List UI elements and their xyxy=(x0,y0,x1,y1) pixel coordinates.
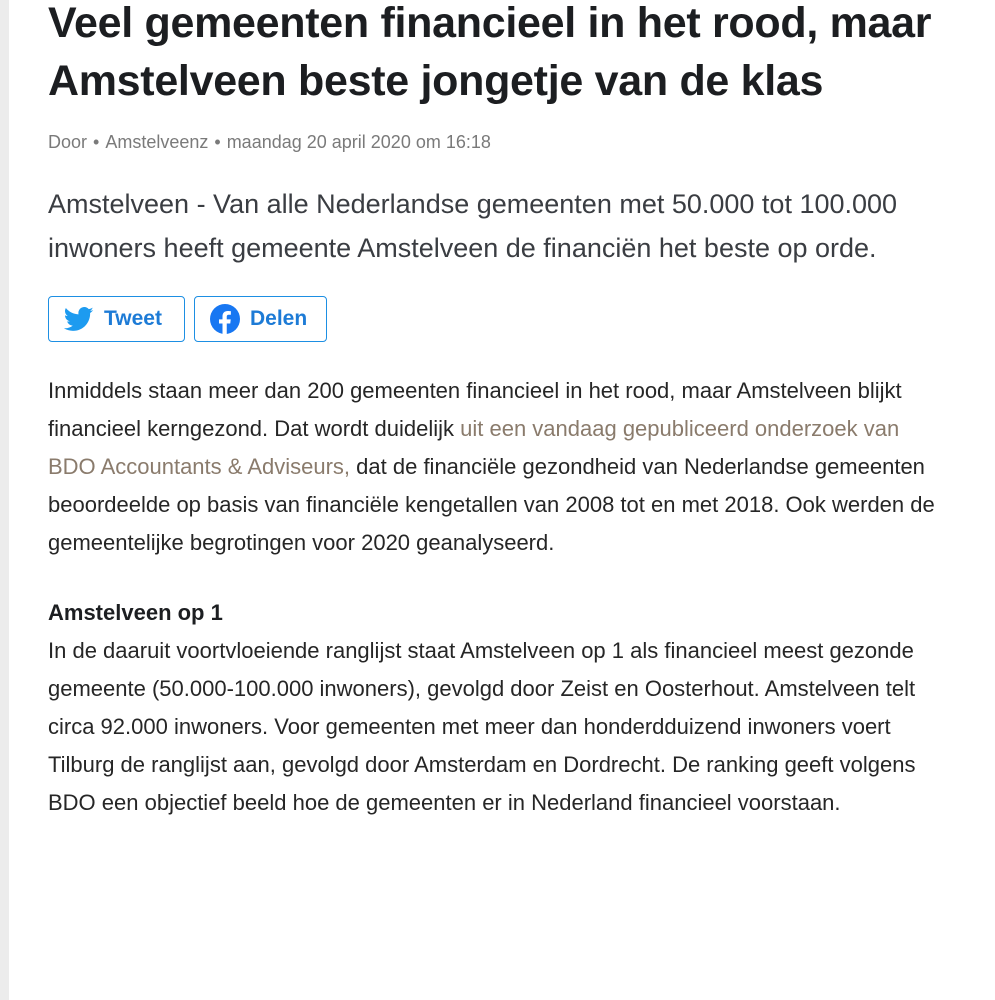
share-label: Delen xyxy=(250,307,308,330)
meta-separator: • xyxy=(214,132,221,152)
facebook-icon xyxy=(210,304,240,334)
share-bar xyxy=(48,296,953,342)
article-headline: Veel gemeenten financieel in het rood, maar Amstelveen beste jongetje van de klas xyxy=(48,0,932,105)
facebook-share-button[interactable] xyxy=(194,296,327,342)
article-lead: Amstelveen - Van alle Nederlandse gemeenten met 50.000 tot 100.000 inwoners heeft gemeente Amstelveen de financiën het beste op orde. xyxy=(48,189,898,263)
paragraph-1-text-after: dat de financiële gezondheid van Nederlandse gemeenten beoordeelde op basis van financiële kengetallen van 2008 tot en met 2018. Ook werden de gemeentelijke begrotingen voor 2020 geanalyseerd. xyxy=(48,454,935,555)
article-meta xyxy=(48,130,953,154)
twitter-bird-icon xyxy=(64,307,94,332)
page-left-edge xyxy=(0,0,9,1000)
article-paragraph-1 xyxy=(48,372,953,562)
article-source[interactable]: Amstelveenz xyxy=(105,132,209,152)
tweet-button[interactable] xyxy=(48,296,185,342)
paragraph-1-text-before: Inmiddels staan meer dan 200 gemeenten financieel in het rood, maar Amstelveen blijkt financieel kerngezond. Dat wordt duidelijk xyxy=(48,378,902,441)
article-date: maandag 20 april 2020 om 16:18 xyxy=(226,132,491,152)
article-paragraph-2: In de daaruit voortvloeiende ranglijst staat Amstelveen op 1 als financieel meest gezonde gemeente (50.000-100.000 inwoners), gevolgd door Zeist en Oosterhout. Amstelveen telt circa 92.000 inwoners. Voor gemeenten met meer dan honderdduizend inwoners voert Tilburg de ranglijst aan, gevolgd door Amsterdam en Dordrecht. De ranking geeft volgens BDO een objectief beeld hoe de gemeenten er in Nederland financieel voorstaan. xyxy=(48,638,916,815)
tweet-label: Tweet xyxy=(104,307,162,330)
author-prefix: Door xyxy=(48,132,88,152)
article-subheading: Amstelveen op 1 xyxy=(48,600,223,625)
article xyxy=(48,0,953,822)
bdo-report-link[interactable]: uit een vandaag gepubliceerd onderzoek van BDO Accountants & Adviseurs, xyxy=(48,416,900,479)
meta-separator: • xyxy=(93,132,100,152)
